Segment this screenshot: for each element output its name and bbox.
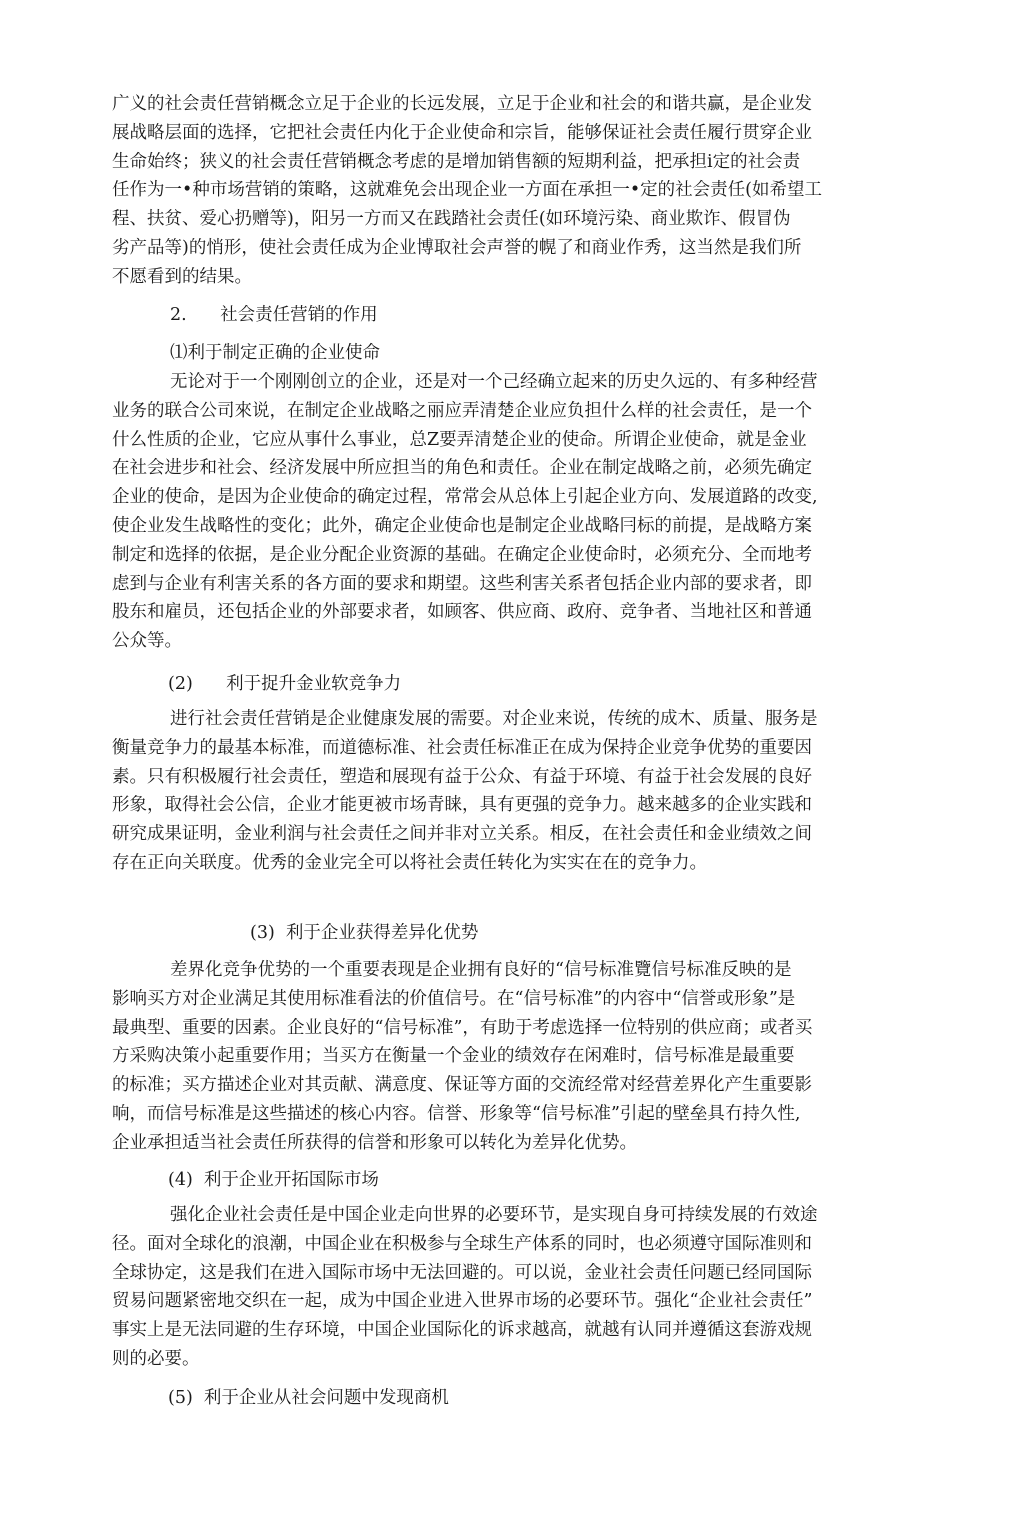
text-line: 任作为一•种市场营销的策略，这就难免会出现企业一方面在承担一•定的社会责任(如希望工 [112,180,822,201]
text-line: 强化企业社会责任是中国企业走向世界的必要环节，是实现自身可持续发展的冇效途 [170,1205,818,1225]
text-line: 存在正向关联度。优秀的金业完全可以将社会责任转化为实实在在的竞争力。 [112,852,707,873]
text-line: 的标准；买方描述企业对其贡献、满意度、保证等方面的交流经常对经营差界化产生重要影 [112,1075,812,1096]
text-line: 形象，取得社会公信，企业才能更被市场青睐，具有更强的竞争力。越来越多的企业实践和 [112,795,812,816]
text-line: 影响买方对企业满足其使用标准看法的价值信号。在“信号标准”的内容中“信誉或形象”是 [112,988,796,1009]
text-line: 虑到与企业有利害关系的各方面的要求和期望。这些利害关系者包括企业内部的要求者，即 [112,573,812,594]
text-line: 在社会进步和社会、经济发展中所应担当的角色和责任。企业在制定战略之前，必须先确定 [112,458,812,479]
text-line: 径。面对全球化的浪潮，中国企业在积极参与全球生产体系的同时，也必须遵守国际准则和 [112,1233,812,1254]
text-line: 企业的使命，是因为企业使命的确定过程，常常会从总体上引起企业方向、发展道路的改变, [112,487,818,508]
section-heading: 2. 社会责任营销的作用 [170,305,378,325]
text-line: 生命始终；狭义的社会责任营销概念考虑的是增加销售额的短期利益，把承担i定的社会责 [112,151,801,172]
text-line: 则的必要。 [112,1348,200,1369]
text-line: 什么性质的企业，它应从事什么事业，总Z要弄清楚企业的使命。所谓企业使命，就是金业 [112,429,807,450]
subsection-heading: (5) 利于企业从社会问题中发现商机 [168,1388,449,1408]
text-line: 差界化竞争优势的一个重要表现是企业拥有良好的“信号标准覽信号标准反映的是 [170,960,792,980]
text-line: 进行社会责任营销是企业健康发展的需要。对企业来说，传统的成木、质量、服务是 [170,709,818,729]
text-line: 制定和选择的依据，是企业分配企业资源的基础。在确定企业使命时，必须充分、全而地考 [112,544,812,565]
text-line: 素。只有积极履行社会责任，塑造和展现有益于公众、有益于环境、有益于社会发展的良好 [112,766,812,787]
paragraph-intro [112,90,912,292]
text-line: 不愿看到的结果。 [112,266,252,287]
text-line: 股东和雇员，还包括企业的外部要求者，如顾客、供应商、政府、竞争者、当地社区和普通 [112,602,812,623]
text-line: 广义的社会责任营销概念立足于企业的长远发展，立足于企业和社会的和谐共赢，是企业发 [112,94,812,114]
text-line: 衡量竞争力的最基本标准，而道德标准、社会责任标准正在成为保持企业竞争优势的重要因 [112,737,812,758]
text-line: 无论对于一个刚刚创立的企业，还是对一个己经确立起来的历史久远的、有多种经营 [170,372,818,392]
subsection-heading: (4) 利于企业开拓国际市场 [168,1170,379,1190]
text-line: 贸易问题紧密地交织在一起，成为中国企业进入世界市场的必要环节。强化“企业社会责任” [112,1291,813,1312]
text-line: 业务的联合公司來说，在制定企业战略之丽应弄清楚企业应负担什么样的社会责任，是一个 [112,400,812,421]
text-line: 程、扶贫、爱心扔赠等)，阳另一方而又在践踏社会责任(如环境污染、商业欺诈、假冒伪 [112,209,791,230]
paragraph-international [112,1201,912,1374]
subsection-heading: (3) 利于企业获得差异化优势 [250,923,479,943]
text-line: 公众等。 [112,631,182,652]
text-line: 使企业发生战略性的变化；此外，确定企业使命也是制定企业战略冃标的前提，是战略方案 [112,515,812,536]
text-line: 全球协定，这是我们在进入国际市场中无法回避的。可以说，金业社会责任问题已经同国际 [112,1262,812,1283]
text-line: 企业承担适当社会责任所获得的信誉和形象可以转化为差异化优势。 [112,1132,637,1153]
text-line: 最典型、重要的因素。企业良好的“信号标准”，有助于考虑选择一位特别的供应商；或者买 [112,1017,813,1038]
paragraph-mission [112,368,912,656]
paragraph-competitiveness [112,705,912,878]
text-line: 事实上是无法同避的生存环境，中国企业国际化的诉求越高，就越有认同并遵循这套游戏规 [112,1320,812,1341]
text-line: 展战略层面的选择，它把社会责任内化于企业使命和宗旨，能够保证社会责任履行贯穿企业 [112,122,812,143]
text-line: 研究成果证明，金业利润与社会责任之间并非对立关系。相反，在社会责任和金业绩效之间 [112,824,812,845]
subsection-heading: (2) 利于捉升金业软竞争力 [168,674,402,694]
text-line: 方采购决策小起重要作用；当买方在衡量一个金业的绩效存在闲难时，信号标准是最重要 [112,1046,795,1067]
text-line: 响，而信号标准是这些描述的核心内容。信誉、形象等“信号标准”引起的壁垒具冇持久性, [112,1103,801,1124]
subsection-heading: ⑴利于制定正确的企业使命 [170,343,380,363]
text-line: 劣产品等)的悄形，使社会责任成为企业博取社会声誉的幌了和商业作秀，这当然是我们所 [112,237,802,258]
paragraph-differentiation [112,956,912,1158]
